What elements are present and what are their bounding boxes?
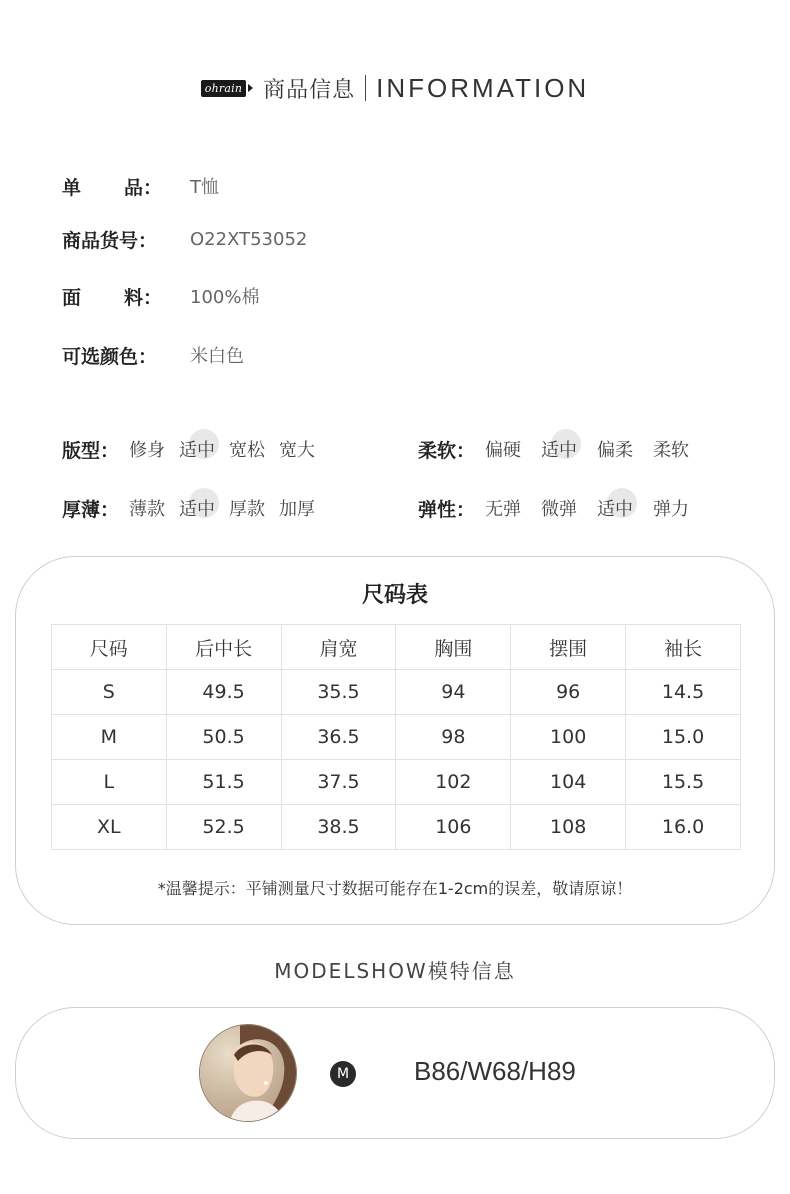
table-cell: 50.5 xyxy=(166,715,281,760)
attr-option-selected: 适中 xyxy=(179,436,215,462)
table-header-cell: 胸围 xyxy=(396,625,511,670)
attr-option: 柔软 xyxy=(653,440,690,461)
table-header-row xyxy=(52,625,741,670)
attr-option: 加厚 xyxy=(279,499,316,520)
table-cell: 37.5 xyxy=(281,760,396,805)
info-label: 可选颜色： xyxy=(62,345,158,368)
info-value: O22XT53052 xyxy=(190,228,308,250)
table-cell: 36.5 xyxy=(281,715,396,760)
table-cell: 96 xyxy=(511,670,626,715)
table-header-cell: 尺码 xyxy=(52,625,167,670)
model-measurements: B86/W68/H89 xyxy=(414,1056,576,1086)
attr-thickness: 厚薄： 薄款 适中 厚款 加厚 xyxy=(62,492,329,524)
info-label: 商品货号： xyxy=(62,229,158,252)
table-cell: 106 xyxy=(396,805,511,850)
size-table xyxy=(51,624,741,850)
info-row-color xyxy=(62,340,244,370)
attr-option: 厚款 xyxy=(229,499,266,520)
info-row-fabric xyxy=(62,281,259,311)
table-row xyxy=(52,715,741,760)
attr-fit: 版型： 修身 适中 宽松 宽大 xyxy=(62,433,329,465)
header-title-cn: 商品信息 xyxy=(263,77,356,103)
table-row xyxy=(52,805,741,850)
table-cell: 104 xyxy=(511,760,626,805)
table-cell: 108 xyxy=(511,805,626,850)
table-cell: 51.5 xyxy=(166,760,281,805)
table-cell: 52.5 xyxy=(166,805,281,850)
table-cell: 100 xyxy=(511,715,626,760)
attr-option: 偏硬 xyxy=(485,440,522,461)
info-value: T恤 xyxy=(190,177,219,198)
info-row-item xyxy=(62,171,219,201)
brand-logo: ohrain xyxy=(201,80,246,97)
table-cell: 102 xyxy=(396,760,511,805)
size-chart-title: 尺码表 xyxy=(361,583,428,608)
header-divider xyxy=(365,75,366,101)
attr-option: 微弹 xyxy=(541,499,578,520)
table-header-cell: 袖长 xyxy=(626,625,741,670)
table-cell: 14.5 xyxy=(626,670,741,715)
table-cell: 16.0 xyxy=(626,805,741,850)
info-value: 米白色 xyxy=(190,346,244,367)
attr-option-selected: 适中 xyxy=(541,436,577,462)
table-cell: 15.0 xyxy=(626,715,741,760)
model-section-title: MODELSHOW模特信息 xyxy=(274,959,516,983)
attr-option: 修身 xyxy=(129,440,166,461)
info-value: 100%棉 xyxy=(190,287,260,308)
table-cell: L xyxy=(52,760,167,805)
table-cell: 35.5 xyxy=(281,670,396,715)
table-row xyxy=(52,670,741,715)
attr-option-selected: 适中 xyxy=(179,495,215,521)
table-cell: XL xyxy=(52,805,167,850)
table-cell: M xyxy=(52,715,167,760)
info-label: 面 料： xyxy=(62,286,162,309)
attr-option: 弹力 xyxy=(653,499,690,520)
model-info-panel xyxy=(15,1007,775,1139)
table-cell: 49.5 xyxy=(166,670,281,715)
table-cell: S xyxy=(52,670,167,715)
table-row xyxy=(52,760,741,805)
info-row-sku xyxy=(62,224,307,254)
table-header-cell: 后中长 xyxy=(166,625,281,670)
measurement-tip: *温馨提示：平铺测量尺寸数据可能存在1-2cm的误差，敬请原谅！ xyxy=(157,879,633,898)
table-cell: 15.5 xyxy=(626,760,741,805)
table-cell: 98 xyxy=(396,715,511,760)
table-header-cell: 摆围 xyxy=(511,625,626,670)
attr-elasticity: 弹性： 无弹 微弹 适中 弹力 xyxy=(418,492,703,524)
attr-option: 宽大 xyxy=(279,440,316,461)
table-cell: 38.5 xyxy=(281,805,396,850)
table-cell: 94 xyxy=(396,670,511,715)
attr-option: 薄款 xyxy=(129,499,166,520)
attr-option: 偏柔 xyxy=(597,440,634,461)
attr-option: 无弹 xyxy=(485,499,522,520)
model-avatar xyxy=(199,1024,297,1122)
attr-option-selected: 适中 xyxy=(597,495,633,521)
header-title-en: INFORMATION xyxy=(376,72,590,103)
model-portrait-icon xyxy=(200,1025,296,1121)
section-header xyxy=(0,66,790,110)
model-size-badge: M xyxy=(330,1061,356,1087)
info-label: 单 品： xyxy=(62,176,162,199)
attr-softness: 柔软： 偏硬 适中 偏柔 柔软 xyxy=(418,433,703,465)
play-arrow-icon xyxy=(248,84,253,92)
attr-option: 宽松 xyxy=(229,440,266,461)
table-header-cell: 肩宽 xyxy=(281,625,396,670)
